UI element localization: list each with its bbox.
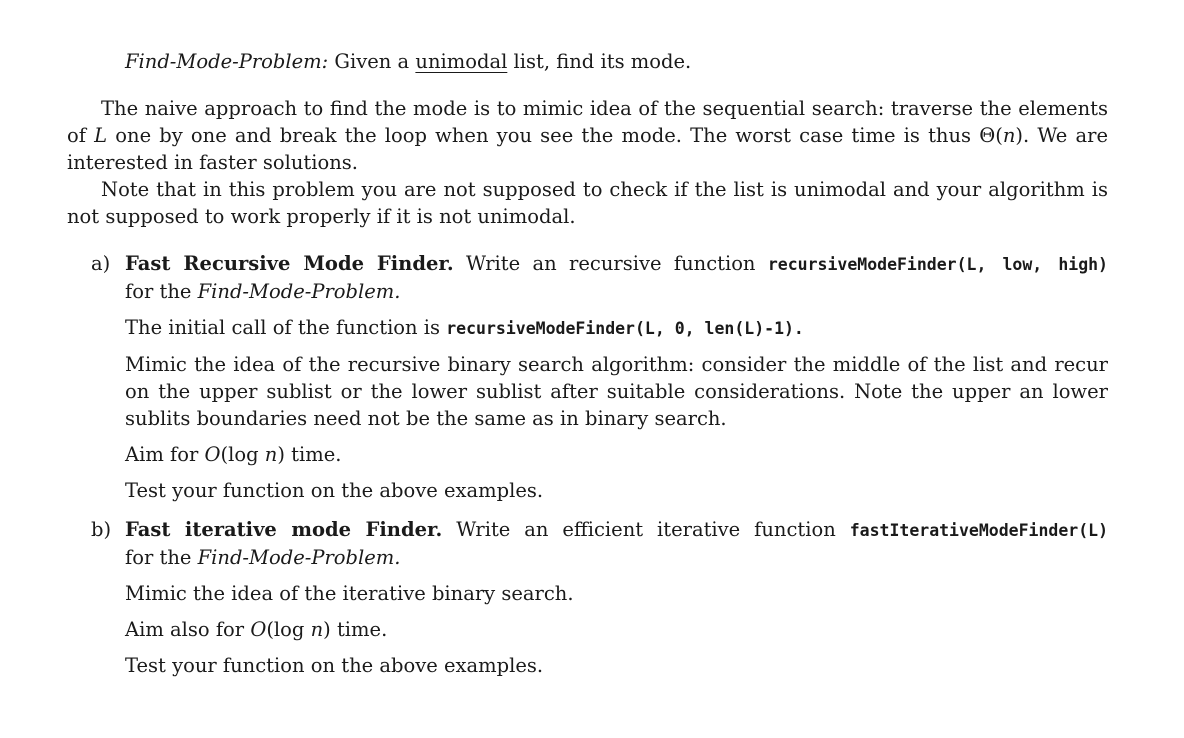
part-label: a): [91, 252, 111, 275]
part-title: Fast iterative mode Finder.: [125, 518, 443, 541]
part-a-heading: [125, 250, 1108, 278]
var-L: L: [94, 124, 108, 147]
aim-post: ) time.: [277, 443, 342, 466]
for-text: for the: [125, 546, 192, 569]
unimodal-term: unimodal: [415, 50, 508, 73]
problem-ref: Find-Mode-Problem.: [197, 546, 401, 569]
aim-text: [125, 441, 1108, 468]
initial-call-text: The initial call of the function is: [125, 316, 441, 339]
problem-statement: [125, 48, 1108, 75]
part-title: Fast Recursive Mode Finder.: [125, 252, 454, 275]
intro-text-a: The naive approach to find the mode is to mimic idea of the sequential search: traverse the elements of: [67, 97, 1108, 147]
big-o: O: [250, 618, 267, 641]
aim-text: [125, 616, 1108, 643]
initial-call: [125, 314, 1108, 342]
aim-pre: Aim for: [125, 443, 199, 466]
part-b-heading: [125, 516, 1108, 544]
statement-text-before: Given a: [334, 50, 410, 73]
part-desc: Write an recursive function: [466, 252, 756, 275]
intro-paragraph-2: Note that in this problem you are not supposed to check if the list is unimodal and your algorithm is not supposed to work properly if it is not unimodal.: [67, 178, 1108, 228]
big-o: O: [204, 443, 221, 466]
intro-paragraph-1: [67, 95, 1108, 176]
var-n: n: [310, 618, 324, 641]
mimic-text: Mimic the idea of the recursive binary search algorithm: consider the middle of the list and recur on the upper sublist or the lower sublist after suitable considerations. Note the upper an lower sublits boundaries need not be the same as in binary search.: [125, 353, 1108, 430]
aim-pre: Aim also for: [125, 618, 245, 641]
part-a-for: [125, 278, 1108, 305]
intro-text-c: ). We are interested in faster solutions.: [67, 124, 1109, 174]
intro-text-b: one by one and break the loop when you see the mode. The worst case time is thus: [115, 124, 972, 147]
aim-post: ) time.: [323, 618, 388, 641]
aim-log: (log: [266, 618, 305, 641]
function-signature: fastIterativeModeFinder(L): [849, 521, 1108, 540]
var-n: n: [1002, 124, 1016, 147]
initial-call-code: recursiveModeFinder(L, 0, len(L)-1).: [446, 319, 804, 338]
part-desc: Write an efficient iterative function: [456, 518, 836, 541]
test-text: Test your function on the above examples.: [125, 479, 544, 502]
part-label: b): [91, 518, 112, 541]
part-b: [67, 516, 1108, 679]
statement-text-after: list, find its mode.: [513, 50, 692, 73]
part-a: [67, 250, 1108, 504]
problem-name: Find-Mode-Problem:: [125, 50, 329, 73]
test-text: Test your function on the above examples.: [125, 654, 544, 677]
aim-log: (log: [220, 443, 259, 466]
for-text: for the: [125, 280, 192, 303]
document-page: [67, 48, 1108, 679]
mimic-text: Mimic the idea of the iterative binary search.: [125, 582, 574, 605]
parts-list: [67, 250, 1108, 679]
problem-ref: Find-Mode-Problem.: [197, 280, 401, 303]
part-b-for: [125, 544, 1108, 571]
var-n: n: [264, 443, 278, 466]
function-signature: recursiveModeFinder(L, low, high): [767, 255, 1108, 274]
theta-symbol: Θ(: [979, 124, 1003, 147]
